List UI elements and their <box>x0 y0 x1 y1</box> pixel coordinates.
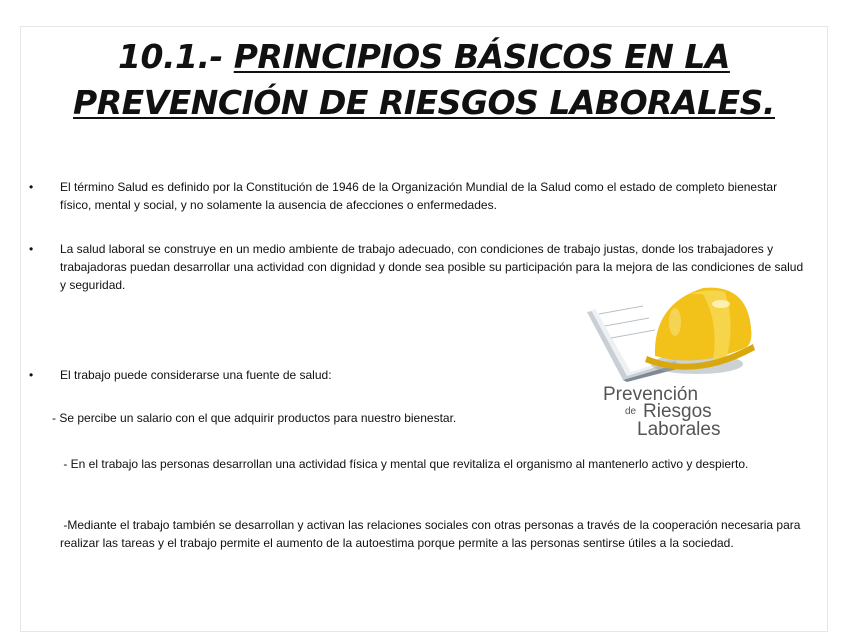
bullet-item-salud-laboral: La salud laboral se construye en un medio ambiente de trabajo adecuado, con condiciones de trabajo justas, donde los trabajadores y trabajadoras puedan desarrollar una actividad con dignidad y donde sea posible su participación para la mejora de las condiciones de salud y seguridad. <box>60 242 804 292</box>
hard-hat-on-book-icon <box>585 282 760 382</box>
logo-line-de: de <box>625 406 637 417</box>
sub-item-salario: - Se percibe un salario con el que adquirir productos para nuestro bienestar. <box>52 411 457 425</box>
prevencion-logo <box>585 282 760 442</box>
bullet-marker: • <box>29 242 34 256</box>
sub-item-relaciones: -Mediante el trabajo también se desarrollan y activan las relaciones sociales con otras personas a través de la cooperación necesaria para realizar las tareas y el trabajo permite el aumento de la autoestima porque permite a las personas sentirse útiles a la sociedad. <box>60 518 804 550</box>
title-line-1-text: PRINCIPIOS BÁSICOS EN LA <box>233 37 730 76</box>
sub-item-actividad: - En el trabajo las personas desarrollan una actividad física y mental que revitaliza el organismo al mantenerlo activo y despierto. <box>60 457 749 471</box>
bullet-item-fuente-salud: El trabajo puede considerarse una fuente de salud: <box>60 368 332 382</box>
bullet-item-salud: El término Salud es definido por la Constitución de 1946 de la Organización Mundial de la Salud como el estado de completo bienestar físico, mental y social, y no solamente la ausencia de afecciones o enfermedades. <box>60 180 778 212</box>
slide-title <box>0 34 848 126</box>
logo-line-riesgos: Riesgos <box>643 401 712 422</box>
bullet-marker: • <box>29 180 34 194</box>
title-line-1 <box>0 34 848 80</box>
bullet-marker: • <box>29 368 34 382</box>
title-number: 10.1.- <box>118 37 223 76</box>
logo-line-prevencion: Prevención <box>603 384 699 405</box>
logo-line-laborales: Laborales <box>637 419 721 440</box>
title-line-2: PREVENCIÓN DE RIESGOS LABORALES. <box>73 83 775 122</box>
